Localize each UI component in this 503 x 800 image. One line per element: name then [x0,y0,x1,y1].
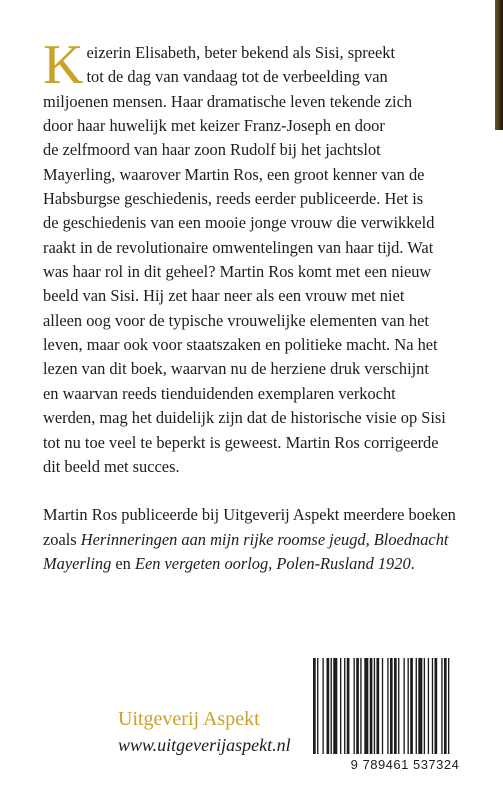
publisher-website: www.uitgeverijaspekt.nl [118,735,291,755]
blurb-line: de geschiedenis van een mooie jonge vrouw die verwikkeld [43,213,435,233]
blurb-line: alleen oog voor de typische vrouwelijke elementen van het [43,310,429,330]
blurb-line: beeld van Sisi. Hij zet haar neer als een vrouw met niet [43,286,405,306]
spine-edge [495,0,503,130]
blurb-line: tot de dag van vandaag tot de verbeelding van [86,67,388,87]
isbn-number: 9 789461 537324 [350,757,460,772]
author-note-end: . [410,553,415,573]
blurb-line: en waarvan reeds tienduidenden exemplaren verkocht [43,383,396,403]
drop-cap: K [43,34,84,96]
blurb-paragraph [43,34,495,479]
blurb-line: dit beeld met succes. [43,456,180,476]
blurb-line: lezen van dit boek, waarvan nu de herziene druk verschijnt [43,359,429,379]
blurb-line: werden, mag het duidelijk zijn dat de historische visie op Sisi [43,408,446,428]
book-title: Mayerling [43,553,112,573]
back-cover-text [43,34,495,576]
book-title: Een vergeten oorlog, Polen-Rusland 1920 [134,553,411,573]
blurb-line: miljoenen mensen. Haar dramatische leven tekende zich [43,91,413,111]
blurb-line: door haar huwelijk met keizer Franz-Joseph en door [43,116,385,136]
blurb-line: eizerin Elisabeth, beter bekend als Sisi, spreekt [86,43,396,62]
blurb-line: de zelfmoord van haar zoon Rudolf bij het jachtslot [43,140,381,160]
blurb-line: leven, maar ook voor staatszaken en politieke macht. Na het [43,335,438,355]
author-note-line [43,528,495,552]
blurb-line: Habsburgse geschiedenis, reeds eerder publiceerde. Het is [43,189,424,209]
author-note [43,503,495,576]
publisher-name: Uitgeverij Aspekt [118,708,260,730]
author-note-prefix: zoals [43,529,81,549]
barcode-icon [313,658,497,754]
blurb-line: Mayerling, waarover Martin Ros, een groot kenner van de [43,164,425,184]
author-note-connector: en [111,553,135,573]
blurb-line: raakt in de revolutionaire omwentelingen van haar tijd. Wat [43,237,434,257]
book-title: Herinneringen aan mijn rijke roomse jeugd, Bloednacht [80,529,449,549]
author-note-line [43,552,495,576]
blurb-line: was haar rol in dit geheel? Martin Ros komt met een nieuw [43,262,432,282]
author-note-line: Martin Ros publiceerde bij Uitgeverij Aspekt meerdere boeken [43,505,456,525]
blurb-line: tot nu toe veel te beperkt is geweest. Martin Ros corrigeerde [43,432,439,452]
